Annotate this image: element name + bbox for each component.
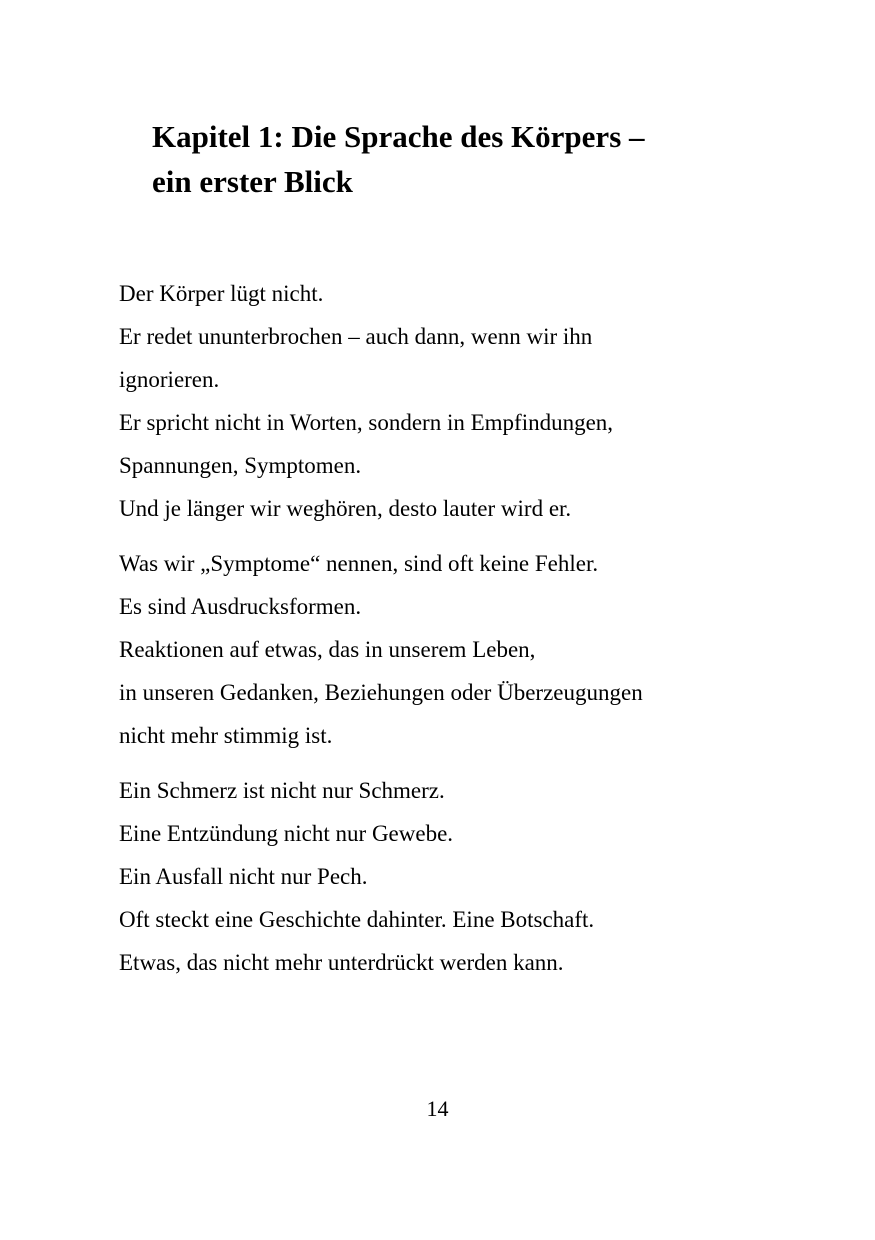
- text-line: Es sind Ausdrucksformen.: [119, 594, 362, 619]
- text-line: ignorieren.: [119, 367, 220, 392]
- text-line: Oft steckt eine Geschichte dahinter. Eine Botschaft.: [119, 907, 595, 932]
- text-line: nicht mehr stimmig ist.: [119, 723, 333, 748]
- chapter-body: [119, 272, 819, 996]
- text-line: Der Körper lügt nicht.: [119, 281, 324, 306]
- paragraph-1: [119, 272, 819, 530]
- text-line: in unseren Gedanken, Beziehungen oder Überzeugungen: [119, 680, 643, 705]
- text-line: Er redet ununterbrochen – auch dann, wenn wir ihn: [119, 324, 593, 349]
- paragraph-2: [119, 542, 819, 757]
- page-number: 14: [426, 1096, 449, 1121]
- chapter-title-line: Kapitel 1: Die Sprache des Körpers –: [152, 119, 645, 154]
- chapter-title-line: ein erster Blick: [152, 164, 353, 199]
- text-line: Reaktionen auf etwas, das in unserem Leben,: [119, 637, 536, 662]
- text-line: Er spricht nicht in Worten, sondern in Empfindungen,: [119, 410, 614, 435]
- text-line: Ein Ausfall nicht nur Pech.: [119, 864, 368, 889]
- paragraph-3: [119, 769, 819, 984]
- text-line: Eine Entzündung nicht nur Gewebe.: [119, 821, 454, 846]
- text-line: Spannungen, Symptomen.: [119, 453, 362, 478]
- chapter-title: [152, 114, 792, 204]
- text-line: Und je länger wir weghören, desto lauter wird er.: [119, 496, 572, 521]
- text-line: Etwas, das nicht mehr unterdrückt werden kann.: [119, 950, 564, 975]
- text-line: Was wir „Symptome“ nennen, sind oft keine Fehler.: [119, 551, 599, 576]
- text-line: Ein Schmerz ist nicht nur Schmerz.: [119, 778, 445, 803]
